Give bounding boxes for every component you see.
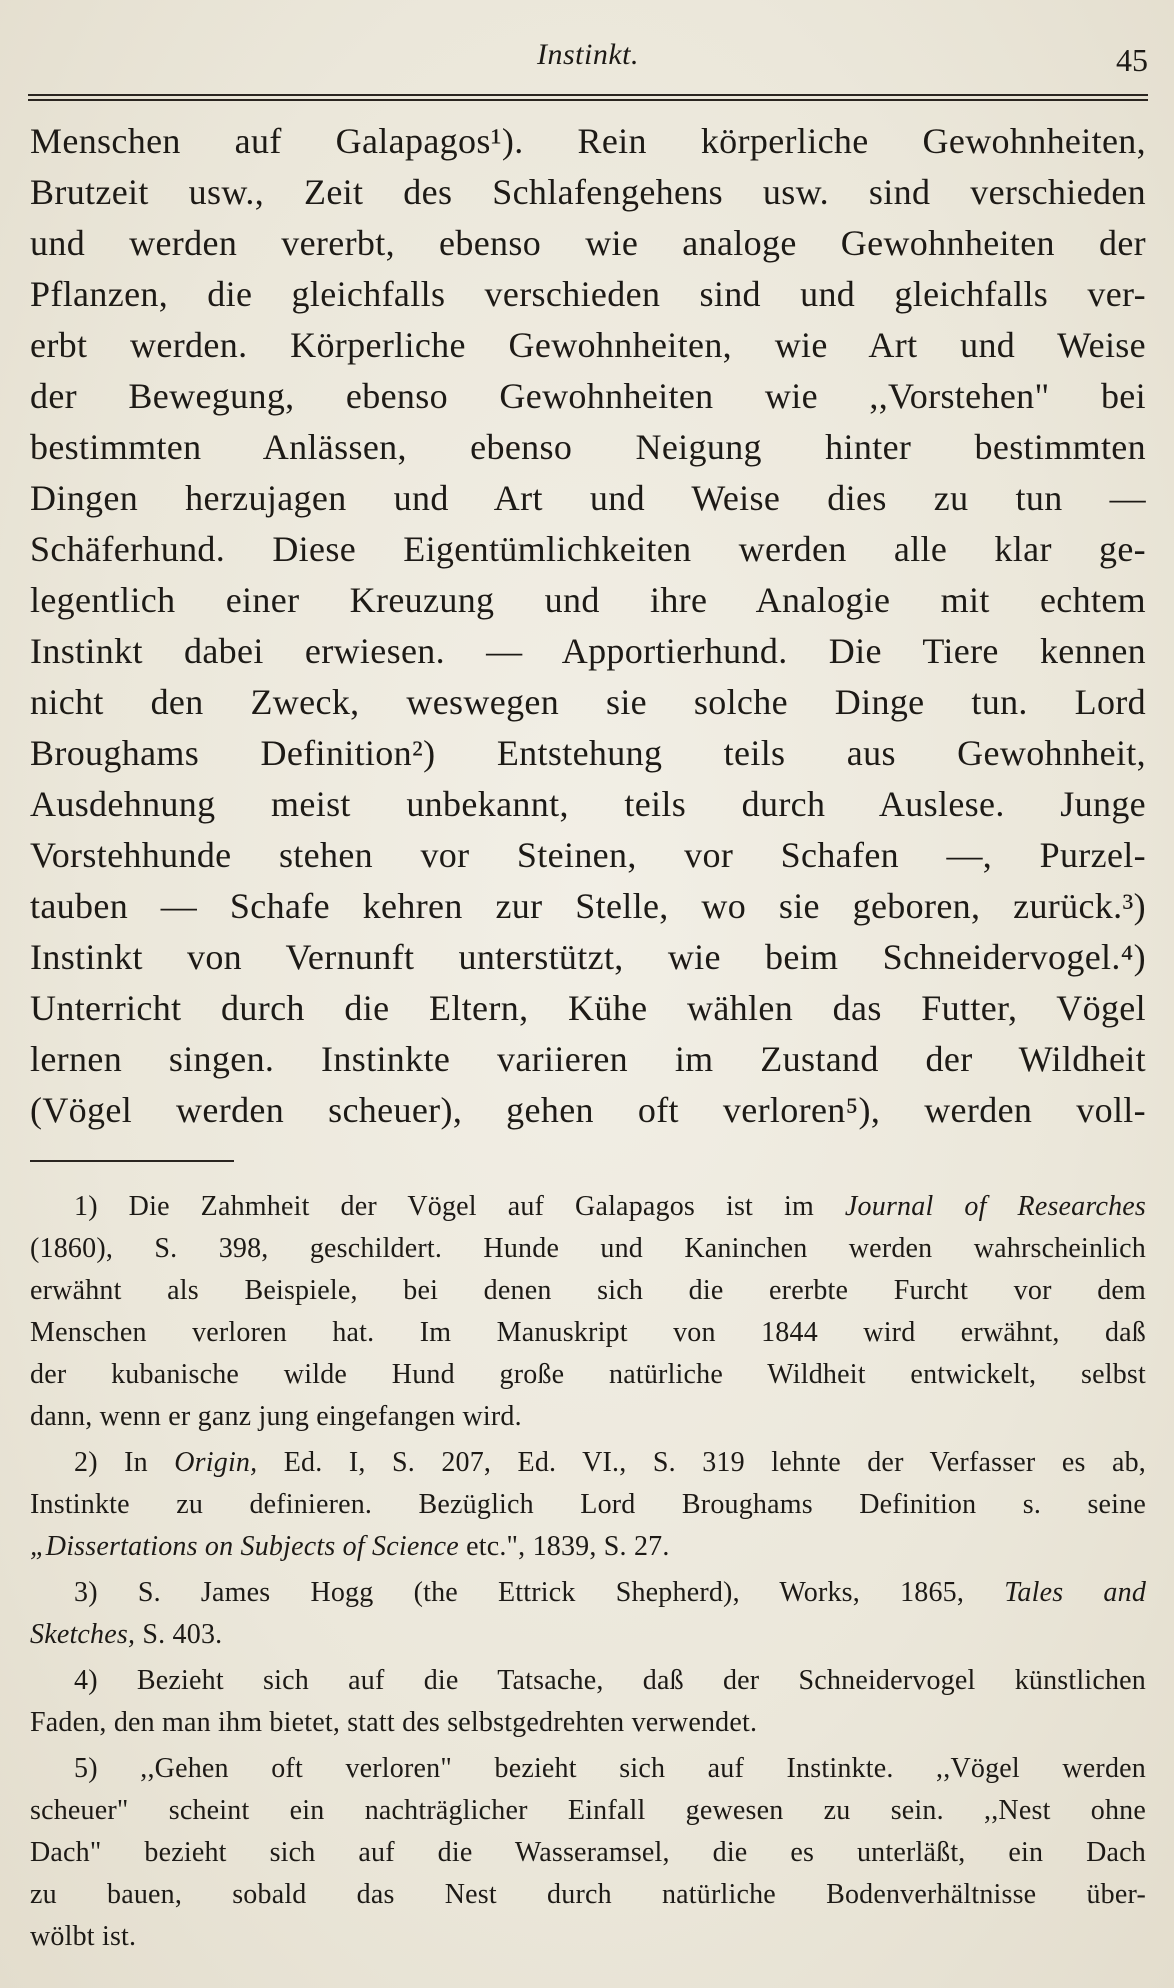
footnote-title: Tales and <box>1004 1577 1147 1608</box>
footnote-4 <box>30 1660 1146 1744</box>
text-line: und werden vererbt, ebenso wie analoge Gewohnheiten der <box>30 223 1146 263</box>
text-line: Instinkt dabei erwiesen. — Apportierhund. Die Tiere kennen <box>30 631 1146 671</box>
footnote-line: Menschen verloren hat. Im Manuskript von 1844 wird erwähnt, daß <box>30 1317 1146 1348</box>
text-line: Broughams Definition²) Entstehung teils aus Gewohnheit, <box>30 733 1146 773</box>
footnote-line <box>30 1186 1146 1228</box>
text-line: lernen singen. Instinkte variieren im Zustand der Wildheit <box>30 1039 1146 1079</box>
footnote-text: Ed. I, S. 207, Ed. VI., S. 319 lehnte der Verfasser es ab, <box>257 1447 1146 1478</box>
text-line: Pflanzen, die gleichfalls verschieden sind und gleichfalls ver- <box>30 274 1146 314</box>
footnote-title: Origin, <box>174 1447 258 1478</box>
footnote-2 <box>30 1442 1146 1568</box>
footnote-text: 3) S. James Hogg (the Ettrick Shepherd), Works, 1865, <box>74 1577 1005 1608</box>
footnote-3 <box>30 1572 1146 1656</box>
header-double-rule <box>28 94 1148 101</box>
text-line: (Vögel werden scheuer), gehen oft verloren⁵), werden voll- <box>30 1090 1146 1130</box>
text-line: legentlich einer Kreuzung und ihre Analogie mit echtem <box>30 580 1146 620</box>
text-line: Instinkt von Vernunft unterstützt, wie beim Schneidervogel.⁴) <box>30 937 1146 977</box>
footnote-line: Dach" bezieht sich auf die Wasseramsel, die es unterläßt, ein Dach <box>30 1837 1146 1868</box>
footnote-text: S. 403. <box>135 1619 223 1650</box>
text-line: Brutzeit usw., Zeit des Schlafengehens usw. sind verschieden <box>30 172 1146 212</box>
footnotes <box>30 1186 1146 1958</box>
footnote-line: der kubanische wilde Hund große natürliche Wildheit entwickelt, selbst <box>30 1359 1146 1390</box>
text-line: Unterricht durch die Eltern, Kühe wählen das Futter, Vögel <box>30 988 1146 1028</box>
text-line: Ausdehnung meist unbekannt, teils durch Auslese. Junge <box>30 784 1146 824</box>
footnote-text: etc.", 1839, S. 27. <box>458 1531 670 1562</box>
footnote-line: scheuer" scheint ein nachträglicher Einfall gewesen zu sein. ,,Nest ohne <box>30 1795 1146 1826</box>
text-line: Dingen herzujagen und Art und Weise dies zu tun — <box>30 478 1146 518</box>
footnote-line: zu bauen, sobald das Nest durch natürliche Bodenverhältnisse über- <box>30 1879 1146 1910</box>
running-title: Instinkt. <box>537 38 639 71</box>
footnote-1 <box>30 1186 1146 1438</box>
footnote-line: (1860), S. 398, geschildert. Hunde und Kaninchen werden wahrscheinlich <box>30 1233 1146 1264</box>
text-line: bestimmten Anlässen, ebenso Neigung hinter bestimmten <box>30 427 1146 467</box>
footnote-line: Faden, den man ihm bietet, statt des selbstgedrehten verwendet. <box>30 1707 758 1738</box>
text-line: der Bewegung, ebenso Gewohnheiten wie ,,Vorstehen" bei <box>30 376 1146 416</box>
footnote-title: Journal of Researches <box>844 1191 1146 1222</box>
text-line: Schäferhund. Diese Eigentümlichkeiten werden alle klar ge- <box>30 529 1146 569</box>
text-line: nicht den Zweck, weswegen sie solche Dinge tun. Lord <box>30 682 1146 722</box>
footnote-5 <box>30 1748 1146 1958</box>
text-line: tauben — Schafe kehren zur Stelle, wo sie geboren, zurück.³) <box>30 886 1146 926</box>
main-text <box>30 116 1146 1136</box>
footnote-separator <box>30 1160 234 1162</box>
footnote-line: wölbt ist. <box>30 1921 137 1952</box>
footnote-line <box>30 1572 1146 1614</box>
page-number: 45 <box>1116 42 1148 78</box>
footnote-line: dann, wenn er ganz jung eingefangen wird. <box>30 1401 522 1432</box>
footnote-title: „Dissertations on Subjects of Science <box>30 1531 459 1562</box>
footnote-line <box>30 1526 1146 1568</box>
text-line: erbt werden. Körperliche Gewohnheiten, wie Art und Weise <box>30 325 1146 365</box>
text-line: Menschen auf Galapagos¹). Rein körperliche Gewohnheiten, <box>30 121 1146 161</box>
footnote-line <box>30 1442 1146 1484</box>
footnote-line: 5) ,,Gehen oft verloren" bezieht sich auf Instinkte. ,,Vögel werden <box>74 1753 1146 1784</box>
page-header <box>28 38 1148 88</box>
footnote-text: 1) Die Zahmheit der Vögel auf Galapagos ist im <box>74 1191 845 1222</box>
footnote-line <box>30 1614 1146 1656</box>
text-line: Vorstehhunde stehen vor Steinen, vor Schafen —, Purzel- <box>30 835 1146 875</box>
footnote-text: 2) In <box>74 1447 175 1478</box>
footnote-line: Instinkte zu definieren. Bezüglich Lord Broughams Definition s. seine <box>30 1489 1146 1520</box>
footnote-title: Sketches, <box>30 1619 136 1650</box>
footnote-line: 4) Bezieht sich auf die Tatsache, daß der Schneidervogel künstlichen <box>74 1665 1146 1696</box>
footnote-line: erwähnt als Beispiele, bei denen sich die ererbte Furcht vor dem <box>30 1275 1146 1306</box>
